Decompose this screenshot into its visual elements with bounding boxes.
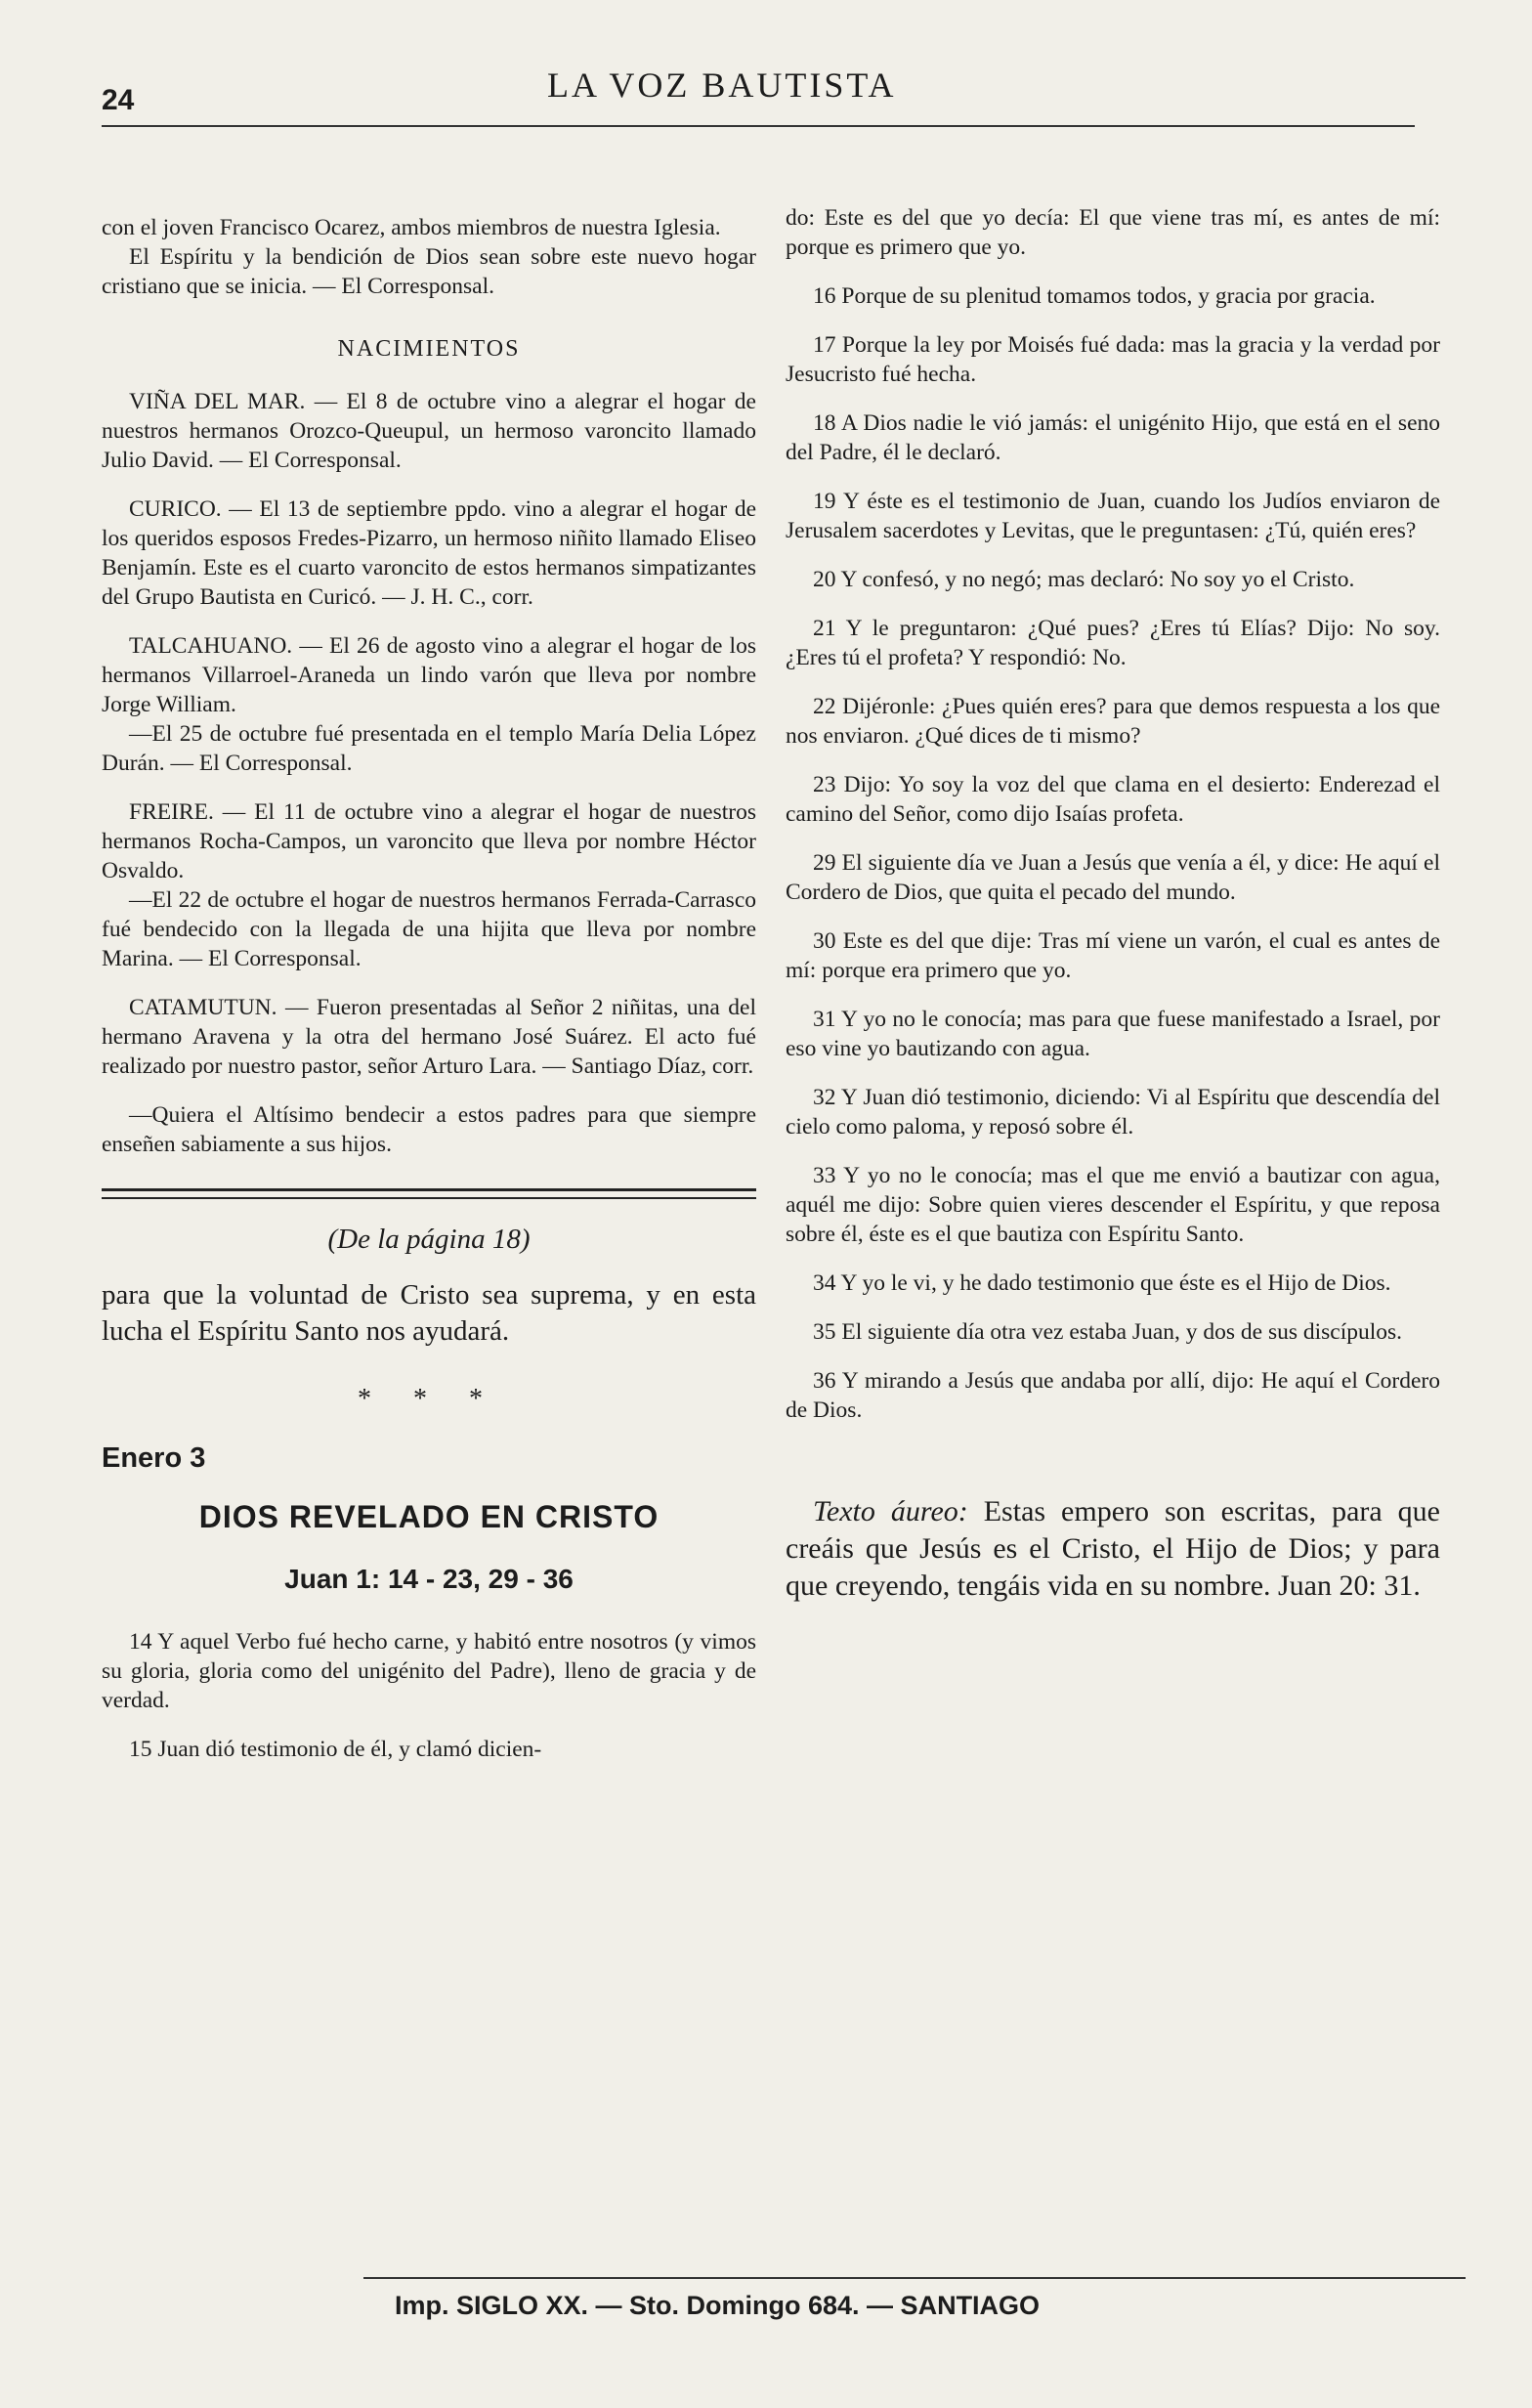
wedding-blessing: El Espíritu y la bendición de Dios sean sobre este nuevo hogar cristiano que se inicia. — El Corresponsal. <box>102 244 756 299</box>
golden-text <box>786 1493 1440 1605</box>
closing-blessing: —Quiera el Altísimo bendecir a estos padres para que siempre enseñen sabiamente a sus hijos. <box>102 1102 756 1157</box>
golden-text-body: Estas empero son escritas, para que creáis que Jesús es el Cristo, el Hijo de Dios; y para que creyendo, tengáis vida en su nombre. Juan 20: 31. <box>786 1495 1440 1602</box>
scripture-reference: Juan 1: 14 - 23, 29 - 36 <box>284 1564 574 1594</box>
section-divider <box>102 1188 756 1199</box>
birth-notice: TALCAHUANO. — El 26 de agosto vino a alegrar el hogar de los hermanos Villarroel-Araneda un lindo varón que lleva por nombre Jorge William. <box>102 633 756 717</box>
birth-notice: FREIRE. — El 11 de octubre vino a alegrar el hogar de nuestros hermanos Rocha-Campos, un varoncito que lleva por nombre Héctor Osvaldo. <box>102 799 756 883</box>
verse: 29 El siguiente día ve Juan a Jesús que venía a él, y dice: He aquí el Cordero de Dios, que quita el pecado del mundo. <box>786 850 1440 905</box>
date-heading: Enero 3 <box>102 1442 206 1474</box>
birth-notice: CATAMUTUN. — Fueron presentadas al Señor 2 niñitas, una del hermano Aravena y la otra del hermano José Suárez. El acto fué realizado por nuestro pastor, señor Arturo Lara. — Santiago Díaz, corr. <box>102 995 756 1079</box>
verse: 23 Dijo: Yo soy la voz del que clama en el desierto: Enderezad el camino del Señor, como dijo Isaías profeta. <box>786 772 1440 827</box>
verse: 19 Y éste es el testimonio de Juan, cuando los Judíos enviaron de Jerusalem sacerdotes y Levitas, que le preguntasen: ¿Tú, quién eres? <box>786 489 1440 543</box>
wedding-note: con el joven Francisco Ocarez, ambos miembros de nuestra Iglesia. <box>102 215 721 240</box>
verse: 18 A Dios nadie le vió jamás: el unigénito Hijo, que está en el seno del Padre, él le declaró. <box>786 410 1440 465</box>
verse: 15 Juan dió testimonio de él, y clamó dicien- <box>129 1737 542 1762</box>
verse: 17 Porque la ley por Moisés fué dada: mas la gracia y la verdad por Jesucristo fué hecha. <box>786 332 1440 387</box>
verse: 22 Dijéronle: ¿Pues quién eres? para que demos respuesta a los que nos enviaron. ¿Qué dices de ti mismo? <box>786 694 1440 749</box>
verse: 36 Y mirando a Jesús que andaba por allí, dijo: He aquí el Cordero de Dios. <box>786 1368 1440 1423</box>
verse: 31 Y yo no le conocía; mas para que fuese manifestado a Israel, por eso vine yo bautizando con agua. <box>786 1007 1440 1061</box>
verse: 34 Y yo le vi, y he dado testimonio que éste es el Hijo de Dios. <box>813 1270 1391 1296</box>
birth-notice: VIÑA DEL MAR. — El 8 de octubre vino a alegrar el hogar de nuestros hermanos Orozco-Queupul, un hermoso varoncito llamado Julio David. — El Corresponsal. <box>102 389 756 473</box>
verse: do: Este es del que yo decía: El que viene tras mí, es antes de mí: porque es primero que yo. <box>786 205 1440 260</box>
verse: 32 Y Juan dió testimonio, diciendo: Vi al Espíritu que descendía del cielo como paloma, y reposó sobre él. <box>786 1085 1440 1140</box>
golden-text-label: Texto áureo: <box>813 1495 968 1527</box>
page-number: 24 <box>102 84 135 116</box>
birth-notice: —El 22 de octubre el hogar de nuestros hermanos Ferrada-Carrasco fué bendecido con la llegada de una hijita que lleva por nombre Marina. — El Corresponsal. <box>102 887 756 971</box>
verse: 35 El siguiente día otra vez estaba Juan, y dos de sus discípulos. <box>813 1319 1403 1345</box>
verse: 21 Y le preguntaron: ¿Qué pues? ¿Eres tú Elías? Dijo: No soy. ¿Eres tú el profeta? Y respondió: No. <box>786 616 1440 670</box>
birth-notice: CURICO. — El 13 de septiembre ppdo. vino a alegrar el hogar de los queridos esposos Fredes-Pizarro, un hermoso niñito llamado Eliseo Benjamín. Este es el cuarto varoncito de estos hermanos simpatizantes del Grupo Bautista en Curicó. — J. H. C., corr. <box>102 496 756 610</box>
right-column <box>786 203 1440 1624</box>
left-column <box>102 213 756 1784</box>
header-rule <box>102 125 1415 127</box>
section-stars: * * * <box>358 1384 500 1414</box>
verse: 16 Porque de su plenitud tomamos todos, y gracia por gracia. <box>813 283 1376 309</box>
births-section-title: NACIMIENTOS <box>337 336 521 362</box>
verse: 33 Y yo no le conocía; mas el que me envió a bautizar con agua, aquél me dijo: Sobre quien vieres descender el Espíritu, y que reposa sobre él, éste es el que bautiza con Espíritu Santo. <box>786 1163 1440 1247</box>
journal-title: LA VOZ BAUTISTA <box>547 65 897 105</box>
footer-rule <box>363 2277 1466 2279</box>
verse: 14 Y aquel Verbo fué hecho carne, y habitó entre nosotros (y vimos su gloria, gloria como del unigénito del Padre), lleno de gracia y de verdad. <box>102 1629 756 1713</box>
continuation-text: para que la voluntad de Cristo sea suprema, y en esta lucha el Espíritu Santo nos ayudará. <box>102 1279 756 1347</box>
birth-notice: —El 25 de octubre fué presentada en el templo María Delia López Durán. — El Corresponsal. <box>102 721 756 776</box>
verse: 20 Y confesó, y no negó; mas declaró: No soy yo el Cristo. <box>813 567 1355 592</box>
lesson-title: DIOS REVELADO EN CRISTO <box>198 1499 660 1534</box>
printer-imprint: Imp. SIGLO XX. — Sto. Domingo 684. — SANTIAGO <box>395 2291 1041 2320</box>
verse: 30 Este es del que dije: Tras mí viene un varón, el cual es antes de mí: porque era primero que yo. <box>786 928 1440 983</box>
continuation-label: (De la página 18) <box>327 1224 531 1255</box>
